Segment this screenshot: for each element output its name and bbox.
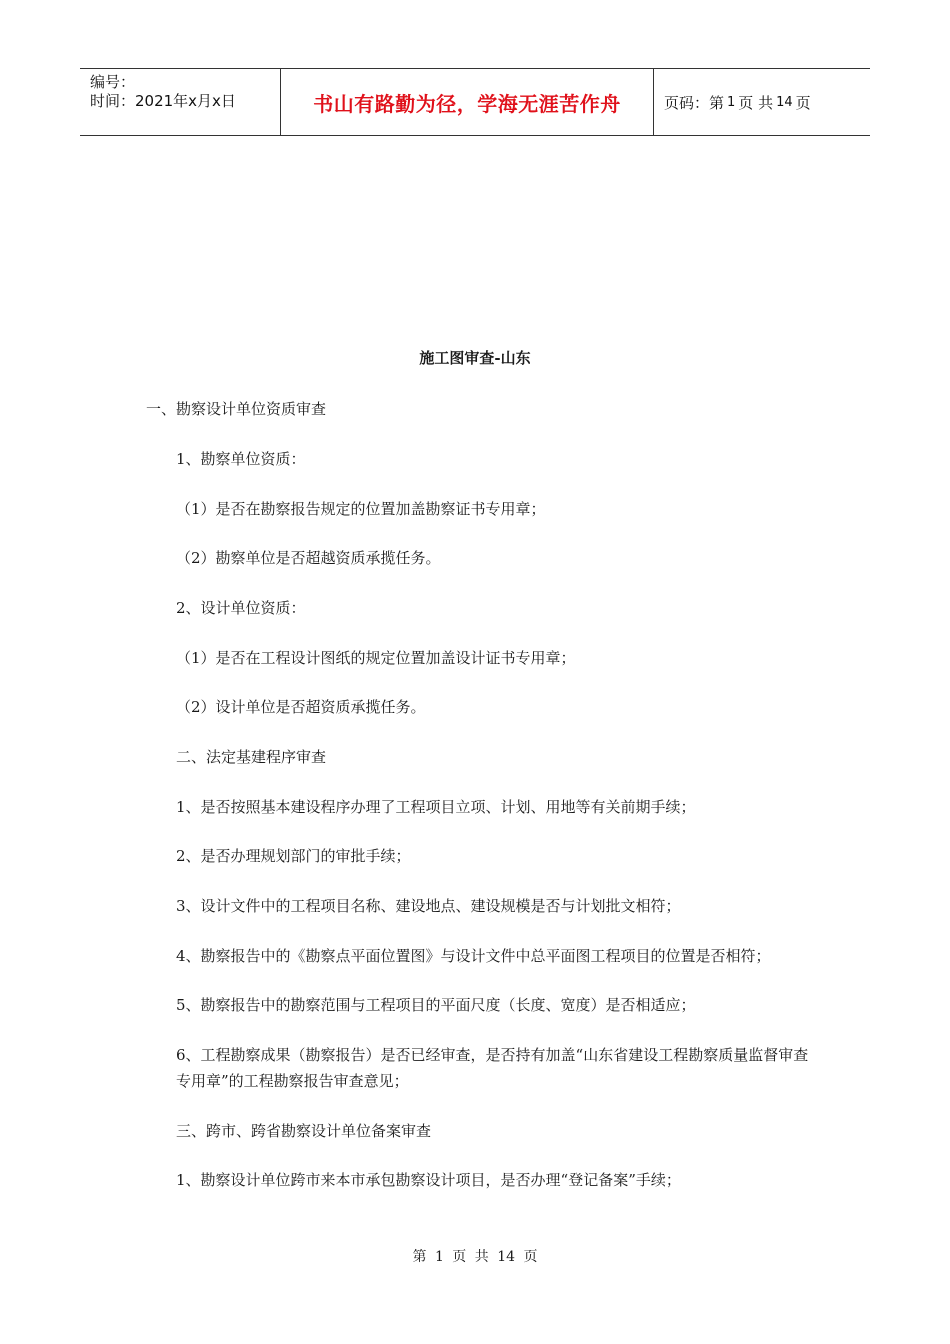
header-time-label: 时间：2021年x月x日: [90, 92, 236, 110]
header-page-mid: 页 共: [738, 93, 774, 112]
paragraph: 1、勘察设计单位跨市来本市承包勘察设计项目，是否办理“登记备案”手续；: [176, 1171, 681, 1189]
header-motto: 书山有路勤为径，学海无涯苦作舟: [281, 69, 654, 135]
header-page-suffix: 页: [795, 93, 811, 112]
sub-heading: 2、设计单位资质：: [176, 599, 306, 617]
paragraph: 1、是否按照基本建设程序办理了工程项目立项、计划、用地等有关前期手续；: [176, 798, 696, 816]
paragraph: （1）是否在勘察报告规定的位置加盖勘察证书专用章；: [176, 500, 546, 518]
section-heading-1: 一、勘察设计单位资质审查: [146, 400, 327, 418]
header-meta: [80, 69, 281, 135]
paragraph: 4、勘察报告中的《勘察点平面位置图》与设计文件中总平面图工程项目的位置是否相符；: [176, 947, 771, 965]
paragraph: 5、勘察报告中的勘察范围与工程项目的平面尺度（长度、宽度）是否相适应；: [176, 996, 696, 1014]
header-page-current: 1: [727, 94, 736, 110]
page-footer: 第 1 页 共 14 页: [412, 1249, 538, 1265]
section-heading-2: 二、法定基建程序审查: [176, 748, 327, 766]
header-page-total: 14: [776, 94, 793, 110]
header-page-info: [654, 69, 870, 135]
page-header: [80, 68, 870, 136]
document-title: 施工图审查-山东: [419, 349, 531, 367]
paragraph: （2）设计单位是否超资质承揽任务。: [176, 698, 426, 716]
header-number-label: 编号：: [90, 73, 136, 91]
paragraph: （2）勘察单位是否超越资质承揽任务。: [176, 549, 441, 567]
paragraph: （1）是否在工程设计图纸的规定位置加盖设计证书专用章；: [176, 649, 576, 667]
section-heading-3: 三、跨市、跨省勘察设计单位备案审查: [176, 1122, 432, 1140]
sub-heading: 1、勘察单位资质：: [176, 450, 306, 468]
paragraph: 6、工程勘察成果（勘察报告）是否已经审查，是否持有加盖“山东省建设工程勘察质量监督审查专用章”的工程勘察报告审查意见；: [176, 1046, 809, 1090]
header-page-prefix: 页码：第: [664, 93, 725, 112]
paragraph: 3、设计文件中的工程项目名称、建设地点、建设规模是否与计划批文相符；: [176, 897, 681, 915]
paragraph: 2、是否办理规划部门的审批手续；: [176, 847, 411, 865]
